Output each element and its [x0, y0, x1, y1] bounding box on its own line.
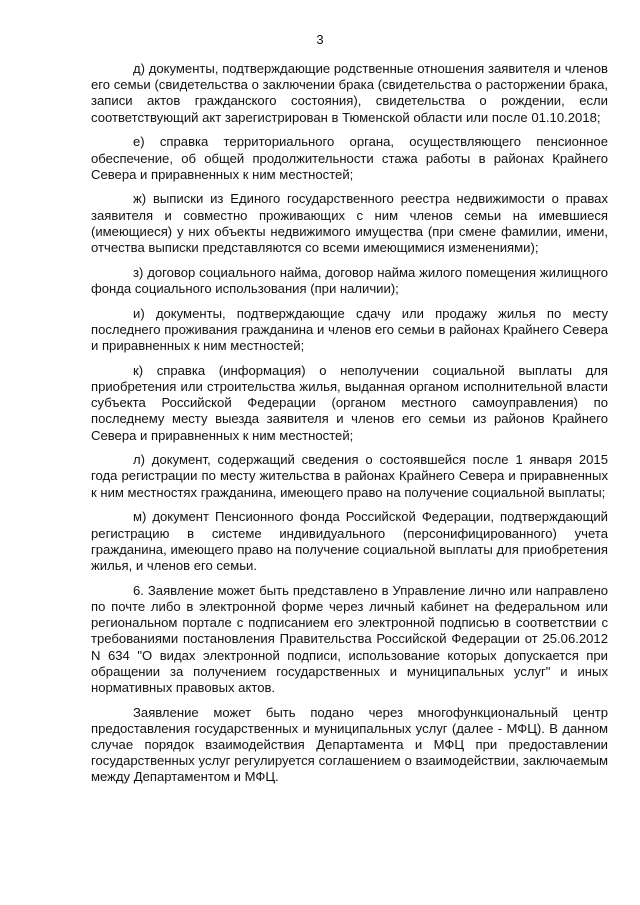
paragraph-k-payment-certificate: к) справка (информация) о неполучении социальной выплаты для приобретения или строительства жилья, выданная органом исполнительной власти субъекта Российской Федерации (органом местного самоуправления) по последнему месту выезда заявителя и членов его семьи из районов Крайнего Севера и приравненных к ним местностей;	[91, 362, 608, 443]
paragraph-zh-real-estate-extracts: ж) выписки из Единого государственного реестра недвижимости о правах заявителя и совместно проживающих с ним членов семьи на имевшиеся (имеющиеся) у них объекты недвижимого имущества (при смене фамилии, имени, отчества выписки представляются со всеми имеющимися изменениями);	[91, 191, 608, 256]
paragraph-mfc-submission: Заявление может быть подано через многофункциональный центр предоставления государственных и муниципальных услуг (далее - МФЦ). В данном случае порядок взаимодействия Департамента и МФЦ при предоставлении государственных услуг регулируется соглашением о взаимодействии, заключаемым между Департаментом и МФЦ.	[91, 704, 608, 785]
paragraph-z-lease-agreement: з) договор социального найма, договор найма жилого помещения жилищного фонда социального использования (при наличии);	[91, 264, 608, 296]
paragraph-i-housing-sale-documents: и) документы, подтверждающие сдачу или продажу жилья по месту последнего проживания гражданина и членов его семьи в районах Крайнего Севера и приравненных к ним местностей;	[91, 305, 608, 354]
paragraph-6-application-submission: 6. Заявление может быть представлено в Управление лично или направлено по почте либо в электронной форме через личный кабинет на федеральном или региональном портале с подписанием его электронной подписью в соответствии с требованиями постановления Правительства Российской Федерации от 25.06.2012 N 634 "О видах электронной подписи, использование которых допускается при обращении за получением государственных и муниципальных услуг" и иных нормативных правовых актов.	[91, 582, 608, 695]
document-body	[91, 61, 608, 794]
page-number: 3	[316, 32, 324, 47]
paragraph-e-pension-certificate: е) справка территориального органа, осуществляющего пенсионное обеспечение, об общей продолжительности стажа работы в районах Крайнего Севера и приравненных к ним местностей;	[91, 134, 608, 182]
paragraph-l-registration-document: л) документ, содержащий сведения о состоявшейся после 1 января 2015 года регистрации по месту жительства в районах Крайнего Севера и приравненных к ним местностях гражданина, имеющего право на получение социальной выплаты;	[91, 452, 608, 500]
paragraph-d-family-documents: д) документы, подтверждающие родственные отношения заявителя и членов его семьи (свидетельства о заключении брака (свидетельства о расторжении брака, записи актов гражданского состояния), свидетельства о рождении, если соответствующий акт зарегистрирован в Тюменской области или после 01.10.2018;	[91, 61, 608, 125]
paragraph-m-pension-fund-document: м) документ Пенсионного фонда Российской Федерации, подтверждающий регистрацию в системе индивидуального (персонифицированного) учета гражданина, имеющего право на получение социальной выплаты для приобретения жилья, и членов его семьи.	[91, 509, 608, 573]
